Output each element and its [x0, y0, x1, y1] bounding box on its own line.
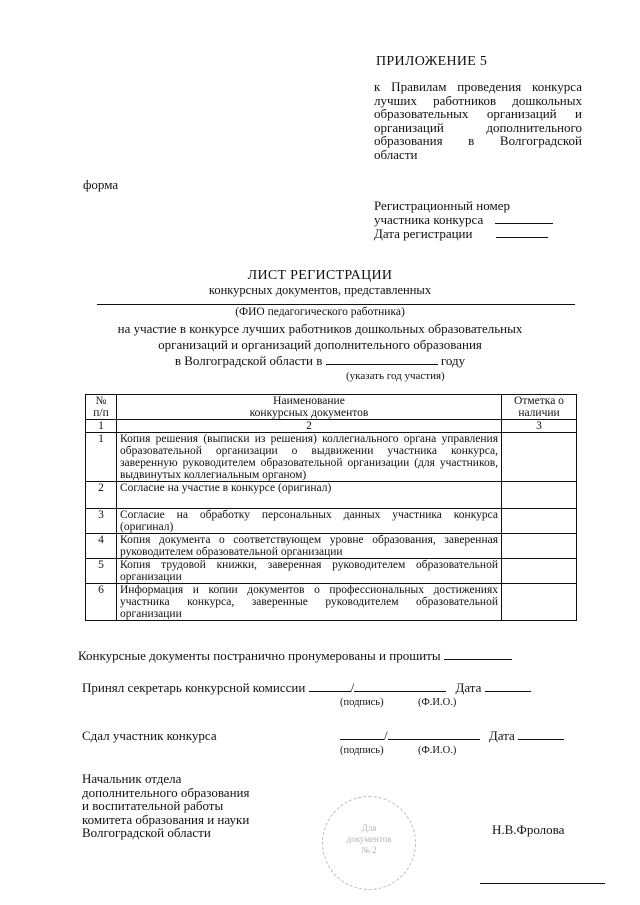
row-mark-cell[interactable]	[502, 509, 577, 534]
row-document: Согласие на обработку персональных данных участника конкурса (оригинал)	[117, 509, 502, 534]
appendix-title: ПРИЛОЖЕНИЕ 5	[376, 54, 488, 69]
handed-line	[82, 728, 217, 744]
accepted-fio-field[interactable]	[354, 681, 446, 692]
participation-year-suffix: году	[440, 353, 466, 368]
row-number: 3	[86, 509, 117, 534]
row-number: 5	[86, 559, 117, 584]
chief-title-line: комитета образования и науки	[82, 811, 250, 827]
row-mark-cell[interactable]	[502, 482, 577, 509]
year-caption: (указать год участия)	[346, 370, 445, 382]
row-number: 1	[86, 433, 117, 482]
registration-date-row	[374, 227, 553, 241]
row-number: 2	[86, 482, 117, 509]
stamp-text: Для документов № 2	[346, 823, 392, 855]
chief-title-line: и воспитательной работы	[82, 798, 224, 813]
chief-signature-block	[82, 772, 249, 840]
row-mark-cell[interactable]	[502, 559, 577, 584]
row-mark-cell[interactable]	[502, 433, 577, 482]
column-number: 3	[502, 420, 577, 433]
faded-stamp-seal	[322, 796, 416, 890]
registration-date-label: Дата регистрации	[374, 226, 473, 241]
chief-title-line: Волгоградской области	[82, 825, 211, 840]
column-number: 1	[86, 420, 117, 433]
table-row	[86, 433, 577, 482]
chief-name: Н.В.Фролова	[492, 822, 565, 837]
column-number-row	[86, 420, 577, 433]
table-row	[86, 559, 577, 584]
header-document-name: Наименование конкурсных документов	[117, 395, 502, 420]
accepted-text: Принял секретарь конкурсной комиссии	[82, 680, 306, 695]
form-label: форма	[83, 177, 119, 192]
participation-region-text: в Волгоградской области в	[174, 353, 323, 368]
year-field[interactable]	[326, 354, 438, 365]
participation-line-3	[60, 353, 580, 368]
header-mark: Отметка о наличии	[502, 395, 577, 420]
fio-caption: (Ф.И.О.)	[418, 697, 457, 708]
row-mark-cell[interactable]	[502, 534, 577, 559]
numbered-field[interactable]	[444, 649, 512, 660]
handed-fields	[340, 728, 564, 744]
registration-block	[374, 199, 553, 241]
fio-line[interactable]	[97, 304, 575, 305]
header-number: № п/п	[86, 395, 117, 420]
table-row	[86, 534, 577, 559]
row-document: Информация и копии документов о профессиональных достижениях участника конкурса, заверенные руководителем образовательной организации	[117, 584, 502, 621]
bottom-rule	[480, 883, 605, 884]
row-document: Согласие на участие в конкурсе (оригинал)	[117, 482, 502, 509]
row-document: Копия трудовой книжки, заверенная руководителем образовательной организации	[117, 559, 502, 584]
row-document: Копия решения (выписки из решения) коллегиального органа управления образовательной организации о выдвижении участника конкурса, заверенную руководителем образовательной организации (для участников, выдвинутых коллегиальным органом)	[117, 433, 502, 482]
participation-line-2: организаций и организаций дополнительного образования	[158, 337, 482, 352]
registration-participant-label: участника конкурса	[374, 212, 484, 227]
registration-number-label: Регистрационный номер	[374, 198, 510, 213]
row-number: 6	[86, 584, 117, 621]
fio-caption: (Ф.И.О.)	[418, 745, 457, 756]
documents-table	[85, 394, 577, 621]
column-number: 2	[117, 420, 502, 433]
table-header-row	[86, 395, 577, 420]
slash-separator: /	[384, 728, 388, 743]
table-row	[86, 482, 577, 509]
numbered-line	[78, 648, 512, 664]
numbered-text: Конкурсные документы постранично пронумерованы и прошиты	[78, 648, 441, 663]
handed-text: Сдал участник конкурса	[82, 728, 217, 743]
handed-signature-field[interactable]	[340, 729, 384, 740]
handed-fio-field[interactable]	[388, 729, 480, 740]
slash-separator: /	[350, 680, 355, 695]
handed-date-field[interactable]	[518, 729, 564, 740]
accepted-date-field[interactable]	[485, 681, 531, 692]
chief-title-line: дополнительного образования	[82, 784, 250, 800]
registration-date-field[interactable]	[496, 227, 548, 238]
registration-participant-row	[374, 213, 553, 227]
table-row	[86, 584, 577, 621]
sign-caption: (подпись)	[340, 745, 384, 756]
row-mark-cell[interactable]	[502, 584, 577, 621]
accepted-date-label: Дата	[455, 680, 482, 695]
row-number: 4	[86, 534, 117, 559]
appendix-text: к Правилам проведения конкурса лучших работников дошкольных образовательных организаций и организаций дополнительного образования в Волгоградской области	[374, 79, 582, 162]
sheet-subtitle: конкурсных документов, представленных	[208, 283, 432, 297]
sheet-title: ЛИСТ РЕГИСТРАЦИИ	[247, 268, 393, 283]
chief-title-line: Начальник отдела	[82, 771, 182, 786]
table-row	[86, 509, 577, 534]
handed-date-label: Дата	[488, 728, 515, 743]
registration-number-field[interactable]	[495, 213, 553, 224]
accepted-signature-field[interactable]	[309, 681, 351, 692]
participation-line-1: на участие в конкурсе лучших работников дошкольных образовательных	[117, 321, 523, 336]
fio-caption: (ФИО педагогического работника)	[235, 306, 405, 318]
row-document: Копия документа о соответствующем уровне образования, заверенная руководителем образовательной организации	[117, 534, 502, 559]
accepted-line	[82, 680, 531, 696]
sign-caption: (подпись)	[340, 697, 384, 708]
